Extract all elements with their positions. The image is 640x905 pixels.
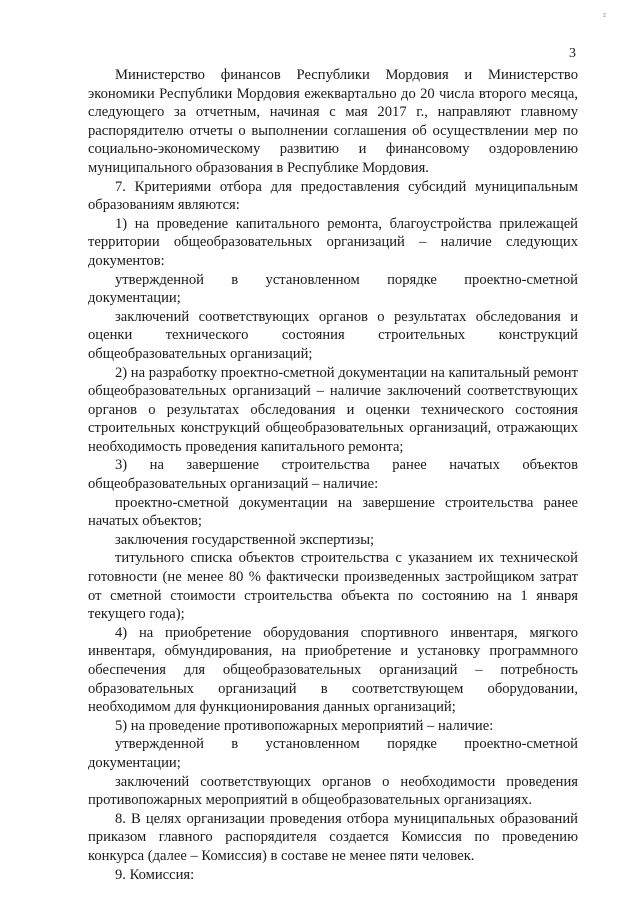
- paragraph: 3) на завершение строительства ранее начатых объектов общеобразовательных организаций – наличие:: [88, 457, 578, 493]
- paragraph: 8. В целях организации проведения отбора муниципальных образований приказом главного распорядителя создается Комиссия по проведению конкурса (далее – Комиссия) в составе не менее пяти человек.: [88, 810, 578, 864]
- paragraph: 2) на разработку проектно-сметной документации на капитальный ремонт общеобразовательных организаций – наличие заключений соответствующих органов о результатах обследования и оценки технического состояния строительных конструкций общеобразовательных организаций, отражающих необходимость проведения капитального ремонта;: [88, 364, 578, 455]
- paragraph: 7. Критериями отбора для предоставления субсидий муниципальным образованиям являются:: [88, 178, 578, 214]
- paragraph: проектно-сметной документации на завершение строительства ранее начатых объектов;: [88, 494, 578, 530]
- body-text: [88, 66, 578, 884]
- paragraph: 4) на приобретение оборудования спортивного инвентаря, мягкого инвентаря, обмундирования, на приобретение и установку программного обеспечения для общеобразовательных организаций – потребность образовательных организаций в соответствующем оборудовании, необходимом для функционирования данных организаций;: [88, 624, 578, 716]
- paragraph: Министерство финансов Республики Мордовия и Министерство экономики Республики Мордовия ежеквартально до 20 числа второго месяца, следующего за отчетным, начиная с мая 2017 г., направляют главному распорядителю отчеты о выполнении соглашения об осуществлении мер по социально-экономическому развитию и финансовому оздоровлению муниципального образования в Республике Мордовия.: [88, 67, 578, 176]
- paragraph: заключения государственной экспертизы;: [115, 531, 375, 548]
- paragraph: 5) на проведение противопожарных мероприятий – наличие:: [115, 717, 494, 734]
- paragraph: 9. Комиссия:: [115, 866, 195, 883]
- paragraph: 1) на проведение капитального ремонта, благоустройства прилежащей территории общеобразовательных организаций – наличие следующих документов:: [88, 215, 578, 269]
- paragraph: титульного списка объектов строительства с указанием их технической готовности (не менее 80 % фактически произведенных застройщиком затрат от сметной стоимости строительства объекта по состоянию на 1 января текущего года);: [88, 550, 578, 623]
- paragraph: заключений соответствующих органов о необходимости проведения противопожарных мероприятий в общеобразовательных организациях.: [88, 773, 578, 809]
- page-number: 3: [569, 46, 576, 61]
- paragraph: утвержденной в установленном порядке проектно-сметной документации;: [88, 736, 578, 771]
- paragraph: утвержденной в установленном порядке проектно-сметной документации;: [88, 271, 578, 307]
- corner-mark: ²: [603, 11, 606, 21]
- paragraph: заключений соответствующих органов о результатах обследования и оценки технического состояния строительных конструкций общеобразовательных организаций;: [88, 308, 578, 362]
